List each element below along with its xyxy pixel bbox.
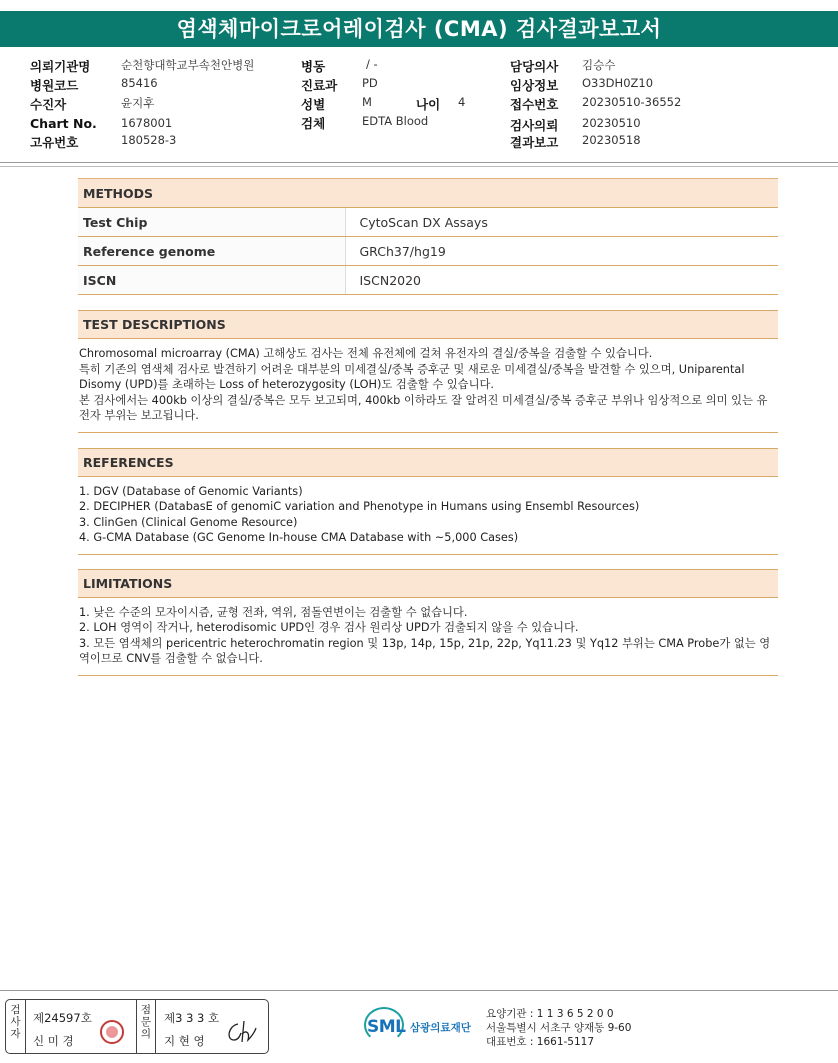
- paragraph: Chromosomal microarray (CMA) 고해상도 검사는 전체 유전체에 걸쳐 유전자의 결실/중복을 검출할 수 있습니다.: [79, 347, 653, 360]
- value-department: PD: [362, 76, 378, 90]
- test-descriptions-heading: TEST DESCRIPTIONS: [78, 310, 778, 339]
- methods-value: CytoScan DX Assays: [345, 208, 778, 237]
- table-row: [78, 266, 778, 295]
- methods-key: Reference genome: [78, 237, 345, 266]
- value-requesting-institution: 순천향대학교부속천안병원: [121, 58, 255, 72]
- reviewer-label: 점 문 의: [136, 1000, 156, 1053]
- table-row: [78, 237, 778, 266]
- list-item: 3. ClinGen (Clinical Genome Resource): [79, 515, 298, 529]
- label-age: 나이: [416, 97, 441, 112]
- label-request-date: 검사의뢰: [510, 118, 559, 133]
- value-sex: M: [362, 95, 372, 109]
- methods-heading: METHODS: [78, 179, 778, 208]
- label-doctor: 담당의사: [510, 59, 559, 74]
- value-ward: / -: [366, 57, 378, 71]
- label-patient: 수진자: [30, 97, 67, 112]
- methods-table: [78, 178, 778, 295]
- org-logo: [362, 1005, 482, 1045]
- label-receipt-no: 접수번호: [510, 97, 559, 112]
- logo-text: SML: [367, 1017, 406, 1037]
- limitations-heading: LIMITATIONS: [78, 569, 778, 598]
- label-ward: 병동: [301, 59, 326, 74]
- org-address: [486, 1007, 631, 1049]
- reviewer-name: 지 현 영: [164, 1034, 205, 1048]
- value-age: 4: [458, 95, 466, 109]
- reviewer-license: 제3 3 3 호: [164, 1011, 220, 1025]
- label-specimen: 검체: [301, 116, 326, 131]
- value-doctor: 김승수: [582, 58, 616, 72]
- methods-key: ISCN: [78, 266, 345, 295]
- report-title: 염색체마이크로어레이검사 (CMA) 검사결과보고서: [0, 11, 838, 47]
- list-item: 2. LOH 영역이 작거나, heterodisomic UPD인 경우 검사 원리상 UPD가 검출되지 않을 수 있습니다.: [79, 621, 579, 634]
- value-report-date: 20230518: [582, 133, 641, 147]
- examiner-name: 신 미 경: [33, 1034, 74, 1048]
- report-footer: [0, 990, 838, 1063]
- report-body: [78, 178, 778, 676]
- label-chart-no: Chart No.: [30, 116, 97, 131]
- value-clinical-info: O33DH0Z10: [582, 76, 654, 90]
- signature-box: [5, 999, 269, 1054]
- seal-stamp-icon: [100, 1020, 124, 1044]
- signature-icon: [224, 1018, 260, 1046]
- methods-key: Test Chip: [78, 208, 345, 237]
- label-hospital-code: 병원코드: [30, 78, 79, 93]
- value-patient: 윤지후: [121, 96, 155, 110]
- value-hospital-code: 85416: [121, 76, 158, 90]
- patient-info: [0, 53, 838, 163]
- info-divider: [0, 162, 838, 167]
- references-body: [78, 477, 778, 555]
- label-report-date: 결과보고: [510, 135, 559, 150]
- references-heading: REFERENCES: [78, 448, 778, 477]
- label-sex: 성별: [301, 97, 326, 112]
- label-requesting-institution: 의뢰기관명: [30, 59, 91, 74]
- paragraph: 특히 기존의 염색체 검사로 발견하기 어려운 대부분의 미세결실/중복 증후군 및 새로운 미세결실/중복을 발견할 수 있으며, Uniparental Disomy (UPD)를 초래하는 Loss of heterozygosity (LOH)도 검출할 수 있습니다.: [79, 362, 745, 391]
- address-line: 대표번호 : 1661-5117: [486, 1036, 595, 1048]
- org-name: 삼광의료재단: [410, 1022, 471, 1034]
- table-row: [78, 208, 778, 237]
- list-item: 1. DGV (Database of Genomic Variants): [79, 484, 303, 498]
- label-unique-id: 고유번호: [30, 135, 79, 150]
- list-item: 1. 낮은 수준의 모자이시즘, 균형 전좌, 역위, 점돌연변이는 검출할 수 없습니다.: [79, 605, 468, 619]
- value-chart-no: 1678001: [121, 116, 173, 130]
- value-receipt-no: 20230510-36552: [582, 95, 682, 109]
- list-item: 2. DECIPHER (DatabasE of genomiC variation and Phenotype in Humans using Ensembl Resources): [79, 500, 640, 513]
- methods-value: ISCN2020: [345, 266, 778, 295]
- list-item: 4. G-CMA Database (GC Genome In-house CMA Database with ~5,000 Cases): [79, 531, 519, 544]
- test-descriptions-body: [78, 339, 778, 433]
- limitations-body: [78, 598, 778, 676]
- address-line: 요양기관 : 1 1 3 6 5 2 0 0: [486, 1008, 614, 1020]
- examiner-label: 검 사 자: [6, 1000, 26, 1053]
- value-specimen: EDTA Blood: [362, 114, 429, 128]
- label-department: 진료과: [301, 78, 338, 93]
- label-clinical-info: 임상정보: [510, 78, 559, 93]
- examiner-license: 제24597호: [33, 1011, 92, 1025]
- address-line: 서울특별시 서초구 양재동 9-60: [486, 1022, 632, 1034]
- methods-value: GRCh37/hg19: [345, 237, 778, 266]
- value-request-date: 20230510: [582, 116, 641, 130]
- value-unique-id: 180528-3: [121, 133, 177, 147]
- list-item: 3. 모든 염색체의 pericentric heterochromatin region 및 13p, 14p, 15p, 21p, 22p, Yq11.23 및 Yq12 부위는 CMA Probe가 없는 영역이므로 CNV를 검출할 수 없습니다.: [79, 636, 771, 665]
- paragraph: 본 검사에서는 400kb 이상의 결실/중복은 모두 보고되며, 400kb 이하라도 잘 알려진 미세결실/중복 증후군 부위나 임상적으로 의미 있는 유전자 부위는 보고됩니다.: [79, 393, 768, 422]
